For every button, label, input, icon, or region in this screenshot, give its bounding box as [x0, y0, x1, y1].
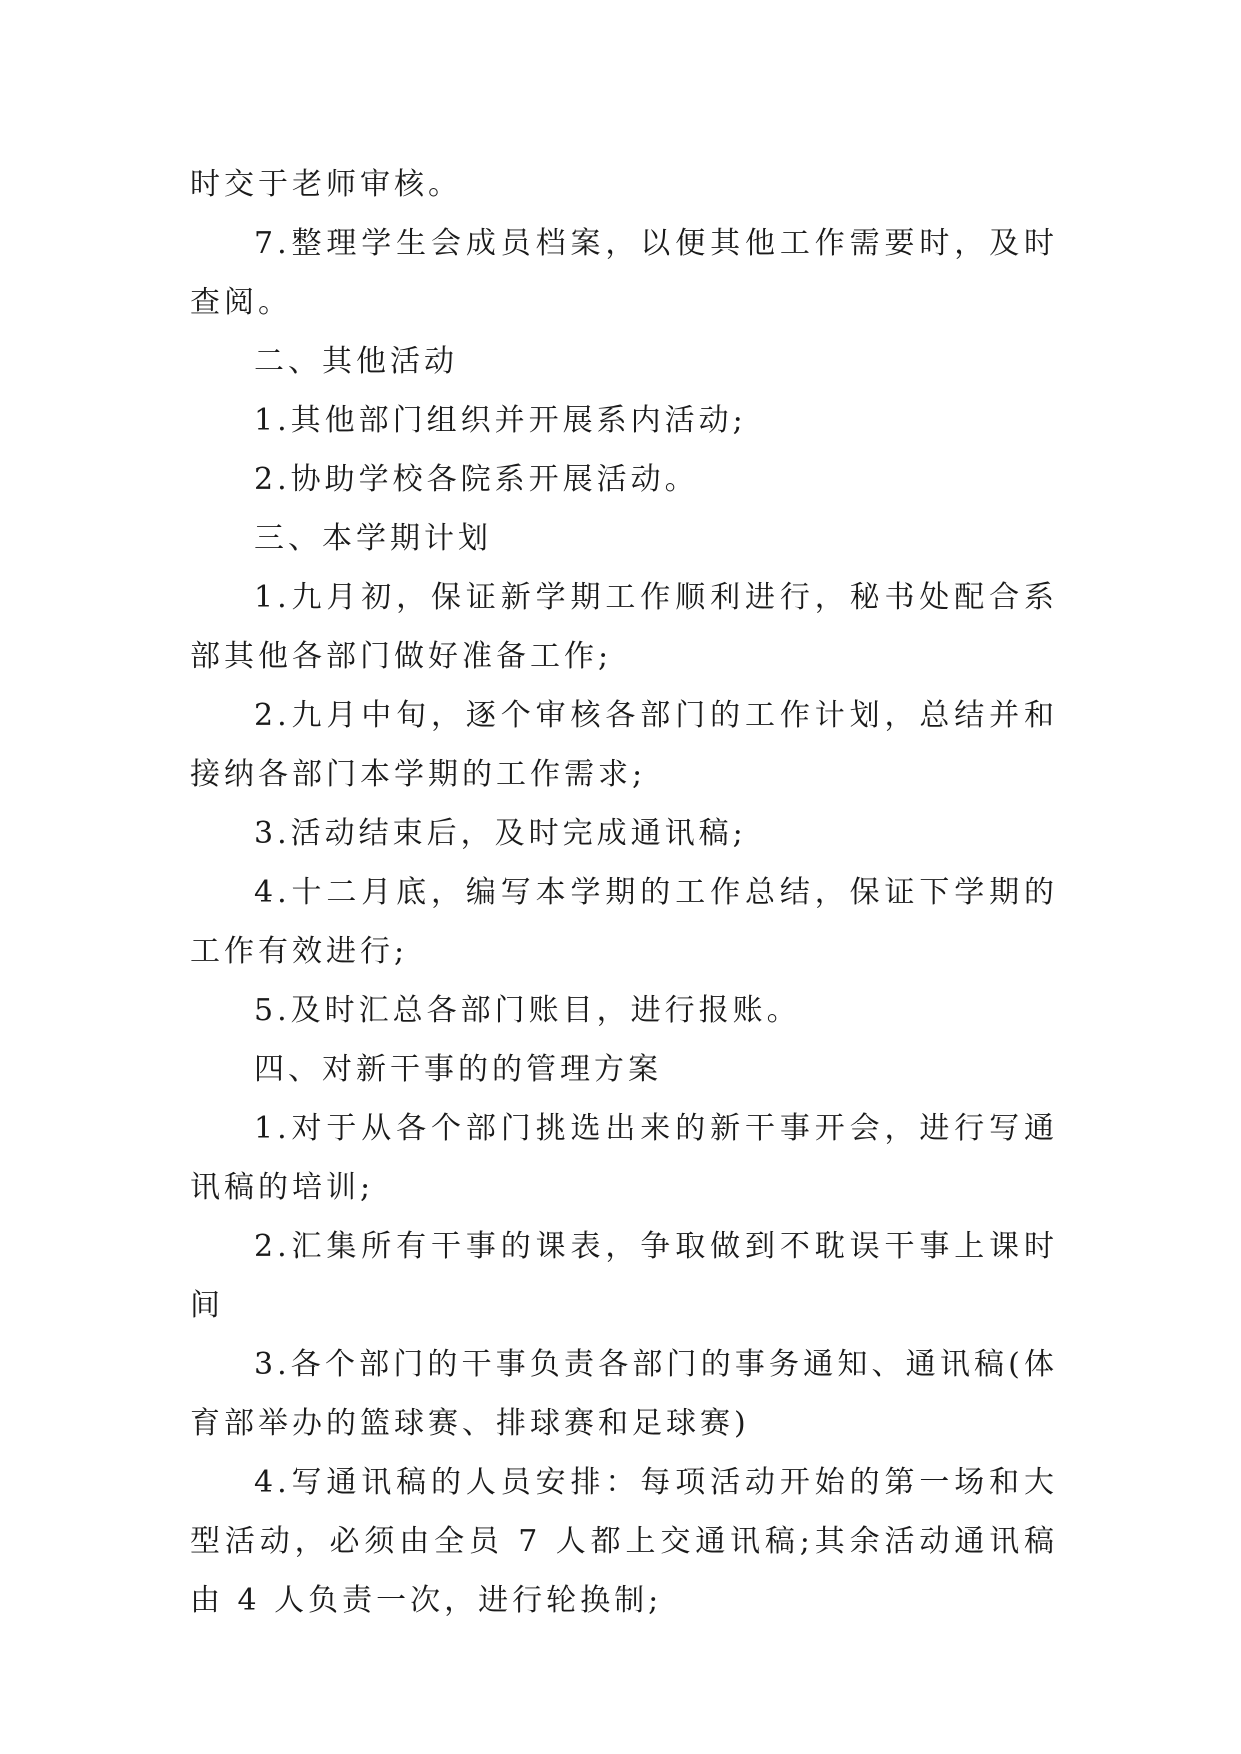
paragraph: 7.整理学生会成员档案，以便其他工作需要时，及时查阅。	[190, 226, 1058, 320]
section-heading: 三、本学期计划	[254, 521, 492, 556]
paragraph: 1.九月初，保证新学期工作顺利进行，秘书处配合系部其他各部门做好准备工作;	[190, 580, 1058, 674]
section-heading: 四、对新干事的的管理方案	[254, 1052, 662, 1087]
paragraph: 4.十二月底，编写本学期的工作总结，保证下学期的工作有效进行;	[190, 875, 1058, 969]
paragraph: 4.写通讯稿的人员安排：每项活动开始的第一场和大型活动，必须由全员 7 人都上交通讯稿;其余活动通讯稿由 4 人负责一次，进行轮换制;	[190, 1465, 1058, 1618]
paragraph: 时交于老师审核。	[190, 167, 462, 202]
paragraph: 3.各个部门的干事负责各部门的事务通知、通讯稿(体育部举办的篮球赛、排球赛和足球赛)	[190, 1347, 1058, 1441]
paragraph: 2.汇集所有干事的课表，争取做到不耽误干事上课时间	[190, 1229, 1058, 1323]
section-heading: 二、其他活动	[254, 344, 458, 379]
paragraph: 1.对于从各个部门挑选出来的新干事开会，进行写通讯稿的培训;	[190, 1111, 1058, 1205]
paragraph: 1.其他部门组织并开展系内活动;	[254, 403, 747, 438]
paragraph: 3.活动结束后，及时完成通讯稿;	[254, 816, 747, 851]
paragraph: 2.九月中旬，逐个审核各部门的工作计划，总结并和接纳各部门本学期的工作需求;	[190, 698, 1058, 792]
paragraph: 2.协助学校各院系开展活动。	[254, 462, 699, 497]
paragraph: 5.及时汇总各部门账目，进行报账。	[254, 993, 801, 1028]
document-body	[190, 155, 1058, 1630]
